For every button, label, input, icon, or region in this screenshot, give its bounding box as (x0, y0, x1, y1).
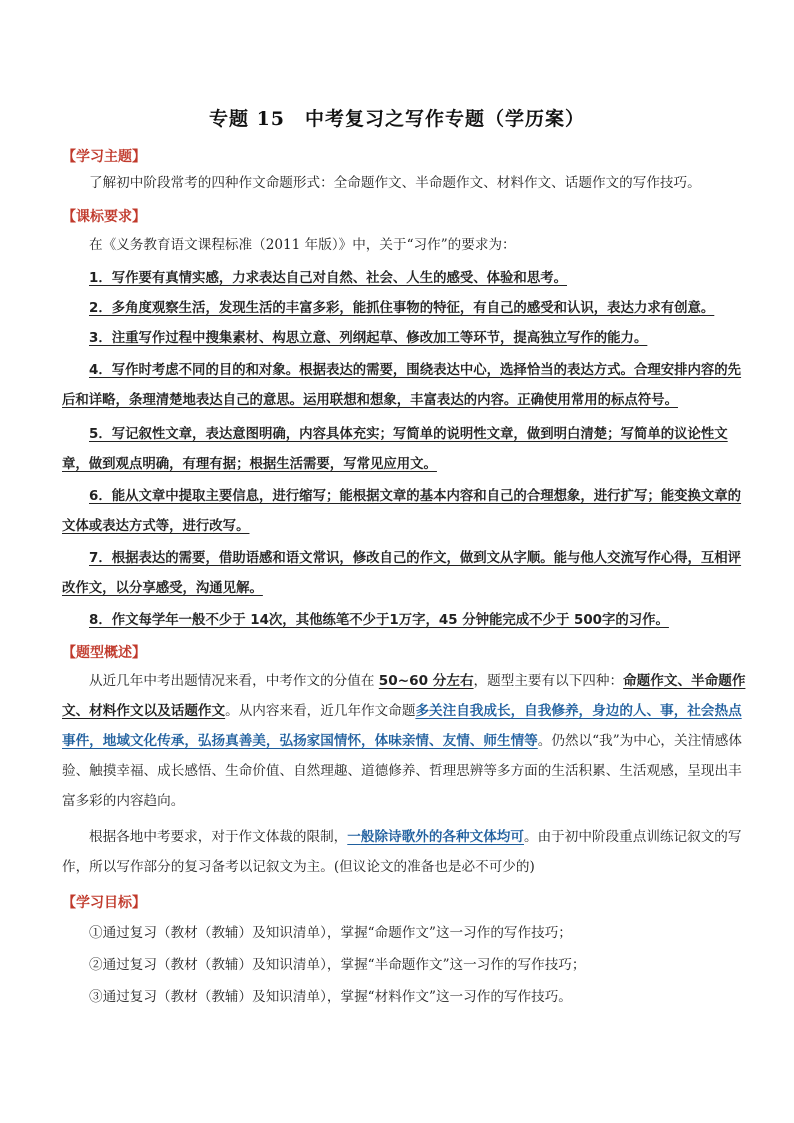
requirement-item: 1．写作要有真情实感，力求表达自己对自然、社会、人生的感受、体验和思考。 (89, 271, 567, 286)
requirement-item: 5．写记叙性文章，表达意图明确，内容具体充实；写简单的说明性文章，做到明白清楚；写简单的议论性文章，做到观点明确，有理有据；根据生活需要，写常见应用文。 (62, 427, 728, 472)
page-title: 专题 15 中考复习之写作专题（学历案） (208, 108, 586, 130)
section-heading-theme: 【学习主题】 (62, 149, 146, 165)
goal-item: ③通过复习（教材（教辅）及知识清单），掌握“材料作文”这一习作的写作技巧。 (89, 989, 572, 1005)
section-heading-goals: 【学习目标】 (62, 895, 146, 911)
theme-paragraph: 了解初中阶段常考的四种作文命题形式：全命题作文、半命题作文、材料作文、话题作文的写作技巧。 (89, 175, 701, 191)
requirement-item: 7．根据表达的需要，借助语感和语文常识，修改自己的作文，做到文从字顺。能与他人交流写作心得，互相评改作文，以分享感受，沟通见解。 (62, 551, 742, 596)
curriculum-intro: 在《义务教育语文课程标准（2011 年版）》中，关于“习作”的要求为： (89, 237, 516, 253)
overview-paragraph-1: 从近几年中考出题情况来看，中考作文的分值在 50~60 分左右，题型主要有以下四种：命题作文、半命题作文、材料作文以及话题作文。从内容来看，近几年作文命题多关注自我成长，自我修养，身边的人、事，社会热点事件，地域文化传承，弘扬真善美，弘扬家国情怀，体味亲情、友情、师生情等。仍然以“我”为中心，关注情感体验、触摸幸福、成长感悟、生命价值、自然理趣、道德修养、哲理思辨等多方面的生活积累、生活观感，呈现出丰富多彩的内容趋向。 (62, 673, 746, 809)
requirement-item: 6．能从文章中提取主要信息，进行缩写；能根据文章的基本内容和自己的合理想象，进行扩写；能变换文章的文体或表达方式等，进行改写。 (62, 489, 742, 534)
section-heading-overview: 【题型概述】 (62, 645, 146, 661)
requirement-item: 8．作文每学年一般不少于 14次，其他练笔不少于1万字，45 分钟能完成不少于 500字的习作。 (89, 613, 669, 628)
overview-paragraph-2: 根据各地中考要求，对于作文体裁的限制，一般除诗歌外的各种文体均可。由于初中阶段重点训练记叙文的写作，所以写作部分的复习备考以记叙文为主。(但议论文的准备也是必不可少的) (62, 829, 742, 875)
goal-item: ①通过复习（教材（教辅）及知识清单），掌握“命题作文”这一习作的写作技巧； (89, 925, 572, 941)
goal-item: ②通过复习（教材（教辅）及知识清单），掌握“半命题作文”这一习作的写作技巧； (89, 957, 586, 973)
requirement-item: 3．注重写作过程中搜集素材、构思立意、列纲起草、修改加工等环节，提高独立写作的能力。 (89, 331, 648, 346)
section-heading-curriculum: 【课标要求】 (62, 209, 146, 225)
requirement-item: 4．写作时考虑不同的目的和对象。根据表达的需要，围绕表达中心，选择恰当的表达方式。合理安排内容的先后和详略，条理清楚地表达自己的意思。运用联想和想象，丰富表达的内容。正确使用常用的标点符号。 (62, 363, 742, 408)
requirement-item: 2．多角度观察生活，发现生活的丰富多彩，能抓住事物的特征，有自己的感受和认识，表达力求有创意。 (89, 301, 715, 316)
